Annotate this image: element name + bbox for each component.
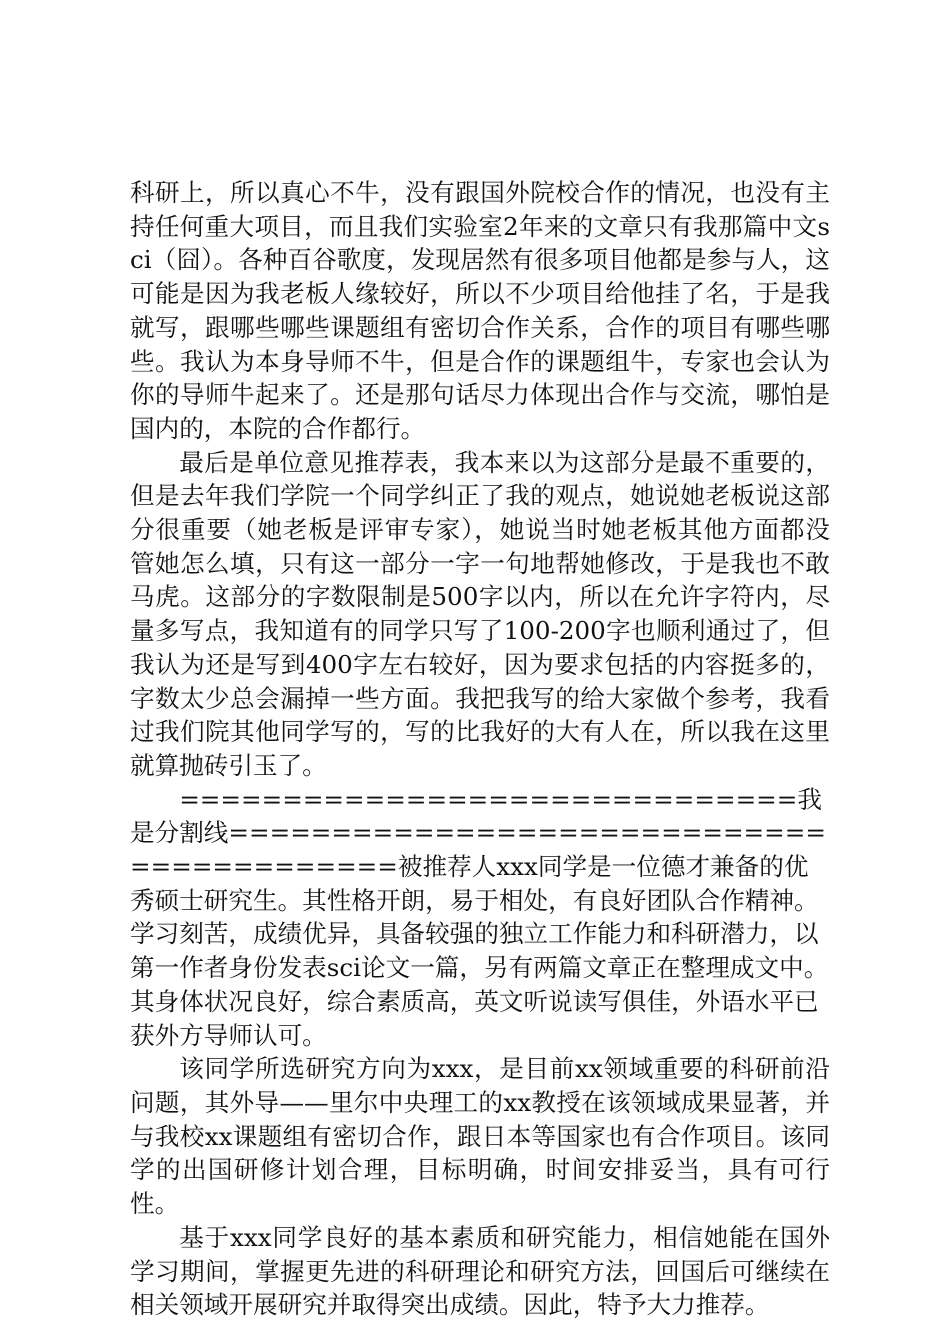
document-body [130, 176, 830, 1322]
paragraph-recommendation-form: 最后是单位意见推荐表，我本来以为这部分是最不重要的，但是去年我们学院一个同学纠正了我的观点，她说她老板说这部分很重要（她老板是评审专家），她说当时她老板其他方面都没管她怎么填，只有这一部分一字一句地帮她修改，于是我也不敢马虎。这部分的字数限制是500字以内，所以在允许字符内，尽量多写点，我知道有的同学只写了100-200字也顺利通过了，但我认为还是写到400字左右较好，因为要求包括的内容挺多的，字数太少总会漏掉一些方面。我把我写的给大家做个参考，我看过我们院其他同学写的，写的比我好的大有人在，所以我在这里就算抛砖引玉了。 [130, 447, 830, 780]
paragraph-separator-and-recommendation: ==============================我是分割线==========================================被推荐人xxx同学是一位德才兼备的优秀硕士研究生。其性格开朗，易于相处，有良好团队合作精神。学习刻苦，成绩优异，具备较强的独立工作能力和科研潜力，以第一作者身份发表sci论文一篇，另有两篇文章正在整理成文中。其身体状况良好，综合素质高，英文听说读写俱佳，外语水平已获外方导师认可。 [130, 784, 829, 1050]
paragraph-research-direction: 该同学所选研究方向为xxx，是目前xx领域重要的科研前沿问题，其外导——里尔中央理工的xx教授在该领域成果显著，并与我校xx课题组有密切合作，跟日本等国家也有合作项目。该同学的出国研修计划合理，目标明确，时间安排妥当，具有可行性。 [130, 1054, 830, 1219]
paragraph-advisor-collaboration: 科研上，所以真心不牛，没有跟国外院校合作的情况，也没有主持任何重大项目，而且我们实验室2年来的文章只有我那篇中文sci（囧）。各种百谷歌度，发现居然有很多项目他都是参与人，这可能是因为我老板人缘较好，所以不少项目给他挂了名，于是我就写，跟哪些哪些课题组有密切合作关系，合作的项目有哪些哪些。我认为本身导师不牛，但是合作的课题组牛，专家也会认为你的导师牛起来了。还是那句话尽力体现出合作与交流，哪怕是国内的，本院的合作都行。 [130, 178, 830, 443]
paragraph-conclusion: 基于xxx同学良好的基本素质和研究能力，相信她能在国外学习期间，掌握更先进的科研理论和研究方法，回国后可继续在相关领域开展研究并取得突出成绩。因此，特予大力推荐。 [130, 1222, 830, 1320]
